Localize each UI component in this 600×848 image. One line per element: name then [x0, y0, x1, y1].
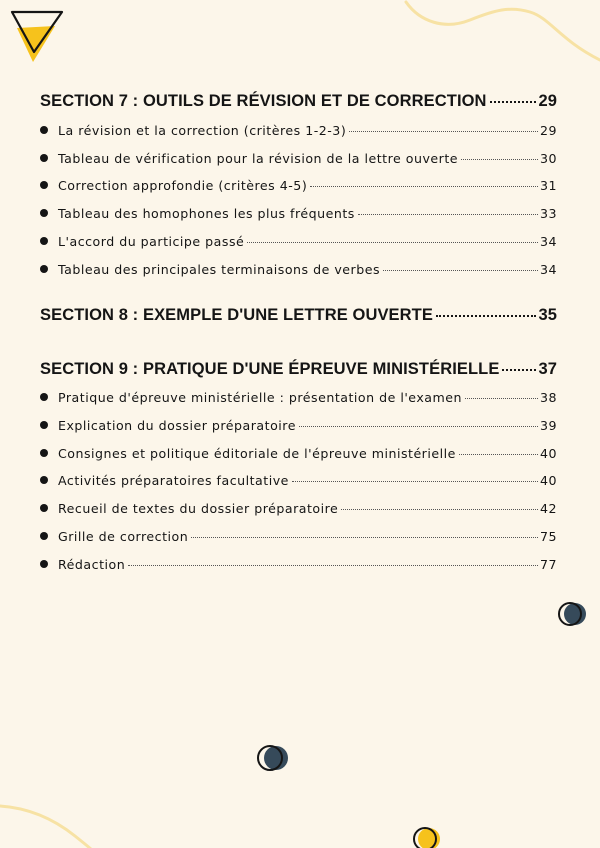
- dot-leader: [436, 315, 536, 317]
- entry-page-number: 31: [539, 178, 557, 193]
- yellow-circle-decoration-icon: [410, 825, 446, 848]
- section-page-number: 29: [538, 92, 557, 110]
- entry-title: Correction approfondie (critères 4-5): [58, 178, 308, 193]
- dot-leader: [349, 131, 538, 132]
- toc-entry[interactable]: [40, 446, 557, 461]
- entry-page-number: 30: [539, 151, 557, 166]
- entry-title: L'accord du participe passé: [58, 234, 245, 249]
- entry-title: Tableau de vérification pour la révision de la lettre ouverte: [58, 151, 459, 166]
- toc-entry[interactable]: [40, 123, 557, 138]
- entry-title: Consignes et politique éditoriale de l'épreuve ministérielle: [58, 446, 456, 461]
- dot-leader: [358, 214, 538, 215]
- toc-entry[interactable]: [40, 390, 557, 405]
- dot-leader: [247, 242, 538, 243]
- dot-leader: [341, 509, 538, 510]
- entry-title: La révision et la correction (critères 1-2-3): [58, 123, 347, 138]
- dot-leader: [292, 481, 538, 482]
- bullet-icon: [40, 504, 48, 512]
- entry-page-number: 34: [539, 234, 557, 249]
- moon-circle-decoration-icon: [255, 741, 291, 775]
- entry-title: Rédaction: [58, 557, 126, 572]
- entry-title: Explication du dossier préparatoire: [58, 418, 296, 433]
- toc-entry[interactable]: [40, 234, 557, 249]
- bullet-icon: [40, 126, 48, 134]
- bullet-icon: [40, 154, 48, 162]
- section-title: SECTION 8 : EXEMPLE D'UNE LETTRE OUVERTE: [40, 306, 433, 324]
- bullet-icon: [40, 449, 48, 457]
- bullet-icon: [40, 237, 48, 245]
- section-page-number: 37: [538, 360, 557, 378]
- toc-entry[interactable]: [40, 473, 557, 488]
- entry-page-number: 29: [539, 123, 557, 138]
- bullet-icon: [40, 181, 48, 189]
- entry-page-number: 40: [539, 473, 557, 488]
- bullet-icon: [40, 421, 48, 429]
- dot-leader: [461, 159, 538, 160]
- section-title: SECTION 7 : OUTILS DE RÉVISION ET DE CORRECTION: [40, 92, 487, 110]
- dot-leader: [465, 398, 538, 399]
- bullet-icon: [40, 560, 48, 568]
- dot-leader: [299, 426, 538, 427]
- toc-entry[interactable]: [40, 557, 557, 572]
- toc-section-heading[interactable]: [40, 360, 557, 379]
- toc-entry[interactable]: [40, 178, 557, 193]
- toc-section-heading[interactable]: [40, 306, 557, 325]
- bullet-icon: [40, 209, 48, 217]
- wavy-line-decoration-bottom-icon: [0, 800, 130, 848]
- entry-title: Tableau des homophones les plus fréquents: [58, 206, 355, 221]
- dot-leader: [310, 186, 538, 187]
- toc-entry[interactable]: [40, 262, 557, 277]
- entry-page-number: 75: [539, 529, 557, 544]
- entry-page-number: 38: [539, 390, 557, 405]
- entry-page-number: 33: [539, 206, 557, 221]
- entry-title: Tableau des principales terminaisons de verbes: [58, 262, 381, 277]
- dot-leader: [459, 454, 538, 455]
- dot-leader: [490, 101, 537, 103]
- entry-page-number: 39: [539, 418, 557, 433]
- dot-leader: [383, 270, 538, 271]
- bullet-icon: [40, 532, 48, 540]
- wavy-line-decoration-icon: [400, 0, 600, 70]
- toc-entry[interactable]: [40, 529, 557, 544]
- toc-section-heading[interactable]: [40, 92, 557, 111]
- toc-entry[interactable]: [40, 501, 557, 516]
- section-page-number: 35: [538, 306, 557, 324]
- triangle-decoration-icon: [6, 6, 68, 68]
- entry-page-number: 34: [539, 262, 557, 277]
- dot-leader: [502, 369, 536, 371]
- toc-entry[interactable]: [40, 418, 557, 433]
- toc-entry[interactable]: [40, 151, 557, 166]
- entry-title: Recueil de textes du dossier préparatoire: [58, 501, 339, 516]
- section-title: SECTION 9 : PRATIQUE D'UNE ÉPREUVE MINISTÉRIELLE: [40, 360, 500, 378]
- entry-page-number: 42: [539, 501, 557, 516]
- toc-entry[interactable]: [40, 206, 557, 221]
- bullet-icon: [40, 393, 48, 401]
- entry-title: Grille de correction: [58, 529, 189, 544]
- dot-leader: [128, 565, 538, 566]
- entry-title: Activités préparatoires facultative: [58, 473, 289, 488]
- bullet-icon: [40, 265, 48, 273]
- entry-title: Pratique d'épreuve ministérielle : présentation de l'examen: [58, 390, 462, 405]
- bullet-icon: [40, 476, 48, 484]
- moon-circle-decoration-icon: [555, 598, 589, 630]
- dot-leader: [191, 537, 538, 538]
- entry-page-number: 40: [539, 446, 557, 461]
- entry-page-number: 77: [539, 557, 557, 572]
